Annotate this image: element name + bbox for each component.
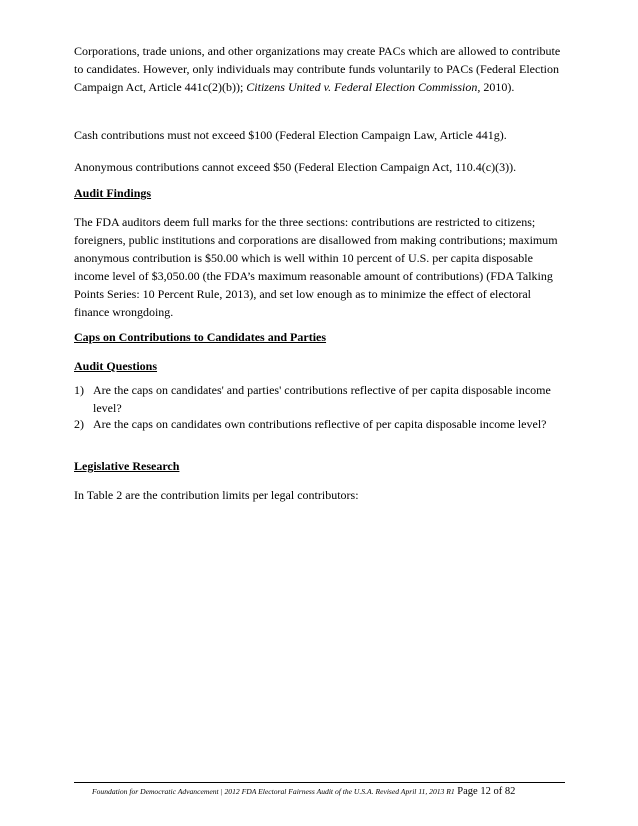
paragraph-pacs-text-2: 2010).	[480, 80, 515, 94]
heading-audit-questions: Audit Questions	[74, 359, 158, 373]
paragraph-cash-contributions: Cash contributions must not exceed $100 (Federal Election Campaign Law, Article 441g).	[74, 128, 507, 142]
list-item	[74, 415, 564, 433]
page-number: Page 12 of 82	[457, 786, 516, 797]
paragraph-pacs-text-1: Corporations, trade unions, and other organizations may create PACs which are allowed to contribute to candidates. However, only individuals may contribute funds voluntarily to PACs (Federal Election Campaign Act, Article 441c(2)(b));	[74, 44, 561, 94]
case-citation: Citizens United v. Federal Election Commission,	[246, 80, 481, 94]
list-number: 1)	[74, 383, 84, 397]
list-text: Are the caps on candidates own contributions reflective of per capita disposable income level?	[93, 417, 547, 431]
list-item	[74, 381, 564, 417]
heading-caps-on-contributions: Caps on Contributions to Candidates and Parties	[74, 330, 327, 344]
list-number: 2)	[74, 417, 84, 431]
list-text: Are the caps on candidates' and parties' contributions reflective of per capita disposable income level?	[93, 383, 551, 415]
paragraph-pacs	[74, 42, 564, 96]
heading-legislative-research: Legislative Research	[74, 459, 180, 473]
footer-divider	[74, 782, 565, 783]
paragraph-audit-findings: The FDA auditors deem full marks for the three sections: contributions are restricted to citizens; foreigners, public institutions and corporations are disallowed from making contributions; maximum anonymous contribution is $50.00 which is well within 10 percent of U.S. per capita disposable income level of $3,050.00 (the FDA’s maximum reasonable amount of contributions) (FDA Talking Points Series: 10 Percent Rule, 2013), and set low enough as to minimize the effect of electoral finance wrongdoing.	[74, 215, 558, 319]
page-footer	[92, 785, 567, 799]
heading-audit-findings: Audit Findings	[74, 186, 152, 200]
paragraph-table-intro: In Table 2 are the contribution limits per legal contributors:	[74, 488, 359, 502]
paragraph-anonymous-contributions: Anonymous contributions cannot exceed $50 (Federal Election Campaign Act, 110.4(c)(3)).	[74, 160, 517, 174]
footer-source: Foundation for Democratic Advancement | 2012 FDA Electoral Fairness Audit of the U.S.A. Revised April 11, 2013 R1	[92, 787, 455, 796]
